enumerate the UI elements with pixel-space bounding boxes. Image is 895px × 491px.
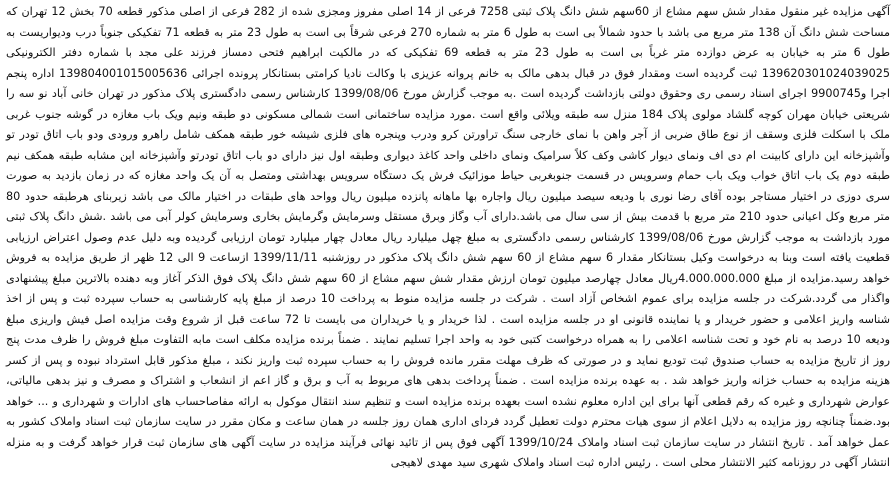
auction-notice-text: آگهی مزایده غیر منقول مقدار شش سهم مشاع از 60سهم شش دانگ پلاک ثبتی 7258 فرعی از 14 اصلی مفروز ومجزی شده از 282 فرعی از اصلی مذکور قطعه 70 بخش 12 تهران که مساحت شش دانگ آن 138 متر مربع می باشد با حدود شمالاً بی است به طول 6 متر به شماره 270 فرعی شرقاً بی است به طول 23 متر به قطعه 71 تفکیکی جنوباً درب ودیواریست به طول 6 متر به خیابان به عرض دوازده متر غرباً بی است به طول 23 متر به قطعه 69 تفکیکی که در مالکیت ابراهیم فتحی دمساز فرزند علی مجد با شماره دفتر الکترونیکی 139620301024039025 ثبت گردیده است ومقدار فوق در قبال بدهی مالک به خانم پروانه عزیزی با وکالت نادیا کرامتی بستانکار پرونده اجرائی 139804001015005636 اداره پنجم اجرا و9900745 اجرای اسناد رسمی ری وحقوق دولتی بازداشت گردیده است .به موجب گزارش مورخ 1399/08/06 کارشناس رسمی دادگستری پلاک مذکور در تهران خانی آباد نو سه را شریعتی خیابان مهران کوچه گلشاد مولوی پلاک 184 منزل سه طبقه ویلائی واقع است .مورد مزایده ساختمانی است شمالی مسکونی دو طبقه ونیم ویک باب مغازه در گوشه جنوب غربی ملک با اسکلت فلزی وسقف از نوع طاق ضربی از آجر واهن با نمای خارجی سنگ تراورتن کرو ودرب وپنجره های فلزی شیشه خور طبقه همکف شامل راهرو ورودی ودو باب اتاق تودر تو وآشپزخانه این دارای کابینت ام دی اف ونمای دیوار کاشی وکف کلاً سرامیک ونمای داخلی واحد کاغذ دیواری وطبقه اول نیز دارای دو باب اتاق تودرتو وآشپزخانه این مشابه طبقه همکف نیم طبقه دوم یک باب اتاق خواب ویک باب حمام وسرویس در قسمت جنوبغربی حیاط موزائیک فرش یک دستگاه سرویس بهداشتی ومتصل به آن یک واحد مغازه که در زمان بازدید به صورت سری دوزی در اختیار مستاجر بوده آقای رضا نوری با ودیعه سیصد میلیون ریال واجاره بها ماهانه پانزده میلیون ریال وواحد های طبقات در اختیار مالک می باشد زیربنای هرطبقه حدود 80 متر مربع وکل اعیانی حدود 210 متر مربع با قدمت بیش از سی سال می باشد.دارای آب وگاز وبرق مستقل وسرمایش وگرمایش بخاری وسرمایش کولر آبی می باشد .شش دانگ پلاک ثبتی مورد بازداشت به موجب گزارش مورخ 1399/08/06 کارشناس رسمی دادگستری به مبلغ چهل میلیارد ریال معادل چهار میلیارد تومان ارزیابی گردیده وبه دلیل عدم وصول اعتراض ارزیابی قطعیت یافته است وبنا به درخواست وکیل بستانکار مقدار 6 سهم مشاع از 60 سهم شش دانگ پلاک مذکور در روزشنبه 1399/11/11 ازساعت 9 الی 12 ظهر از طریق مزایده به فروش خواهد رسید.مزایده از مبلغ 4.000.000.000ریال معادل چهارصد میلیون تومان ارزش مقدار شش سهم مشاع از 60 سهم شش دانگ پلاک فوق الذکر آغاز وبه دهنده بالاترین مبلغ پیشنهادی واگذار می گردد.شرکت در جلسه مزایده برای عموم اشخاص آزاد است . شرکت در جلسه مزایده منوط به پرداخت 10 درصد از مبلغ پایه کارشناسی به حساب سپرده ثبت و پس از اخذ شناسه واریز اعلامی و حضور خریدار و یا نماینده قانونی او در جلسه مزایده است . لذا خریدار و یا خریداران می بایست تا 72 ساعت قبل از شروع وقت مزایده اصل فیش واریزی مبلغ ودیعه 10 درصد به نام خود و تحت شناسه اعلامی را به همراه درخواست کتبی خود به واحد اجرا تسلیم نمایند . ضمناً برنده مزایده مکلف است مابه التفاوت مبلغ فروش را ظرف مدت پنج روز از تاریخ مزایده به حساب صندوق ثبت تودیع نماید و در صورتی که ظرف مهلت مقرر مانده فروش را به حساب سپرده ثبت واریز نکند ، مبلغ مذکور قابل استرداد نبوده و پس از کسر هزینه مزایده به حساب خزانه واریز خواهد شد . به عهده برنده مزایده است . ضمناً پرداخت بدهی های مربوط به آب و برق و گاز اعم از انشعاب و اشتراک و مصرف و نیز بدهی مالیاتی، عوارض شهرداری و غیره که رقم قطعی آنها برای این اداره معلوم نشده است بعهده برنده مزایده است و تنظیم سند انتقال موکول به ارائه مفاصاحساب های ادارات و شهرداری و ... خواهد بود.ضمناً چنانچه روز مزایده به دلایل اعلام از سوی هیات محترم دولت تعطیل گردد فردای اداری همان روز جلسه در همان ساعت و مکان مقرر در سایت سازمان ثبت اسناد واملاک کشور به عمل خواهد آمد . تاریخ انتشار در سایت سازمان ثبت اسناد واملاک 1399/10/24 آگهی فوق پس از تائید نهائی فرآیند مزایده در سایت آگهی های سازمان ثبت قرار خواهد گرفت و به منزله انتشار آگهی در روزنامه کثیر الانتشار محلی است . رئیس اداره ثبت اسناد واملاک شهری سید مهدی لاهیجی bbox=[6, 5, 891, 469]
